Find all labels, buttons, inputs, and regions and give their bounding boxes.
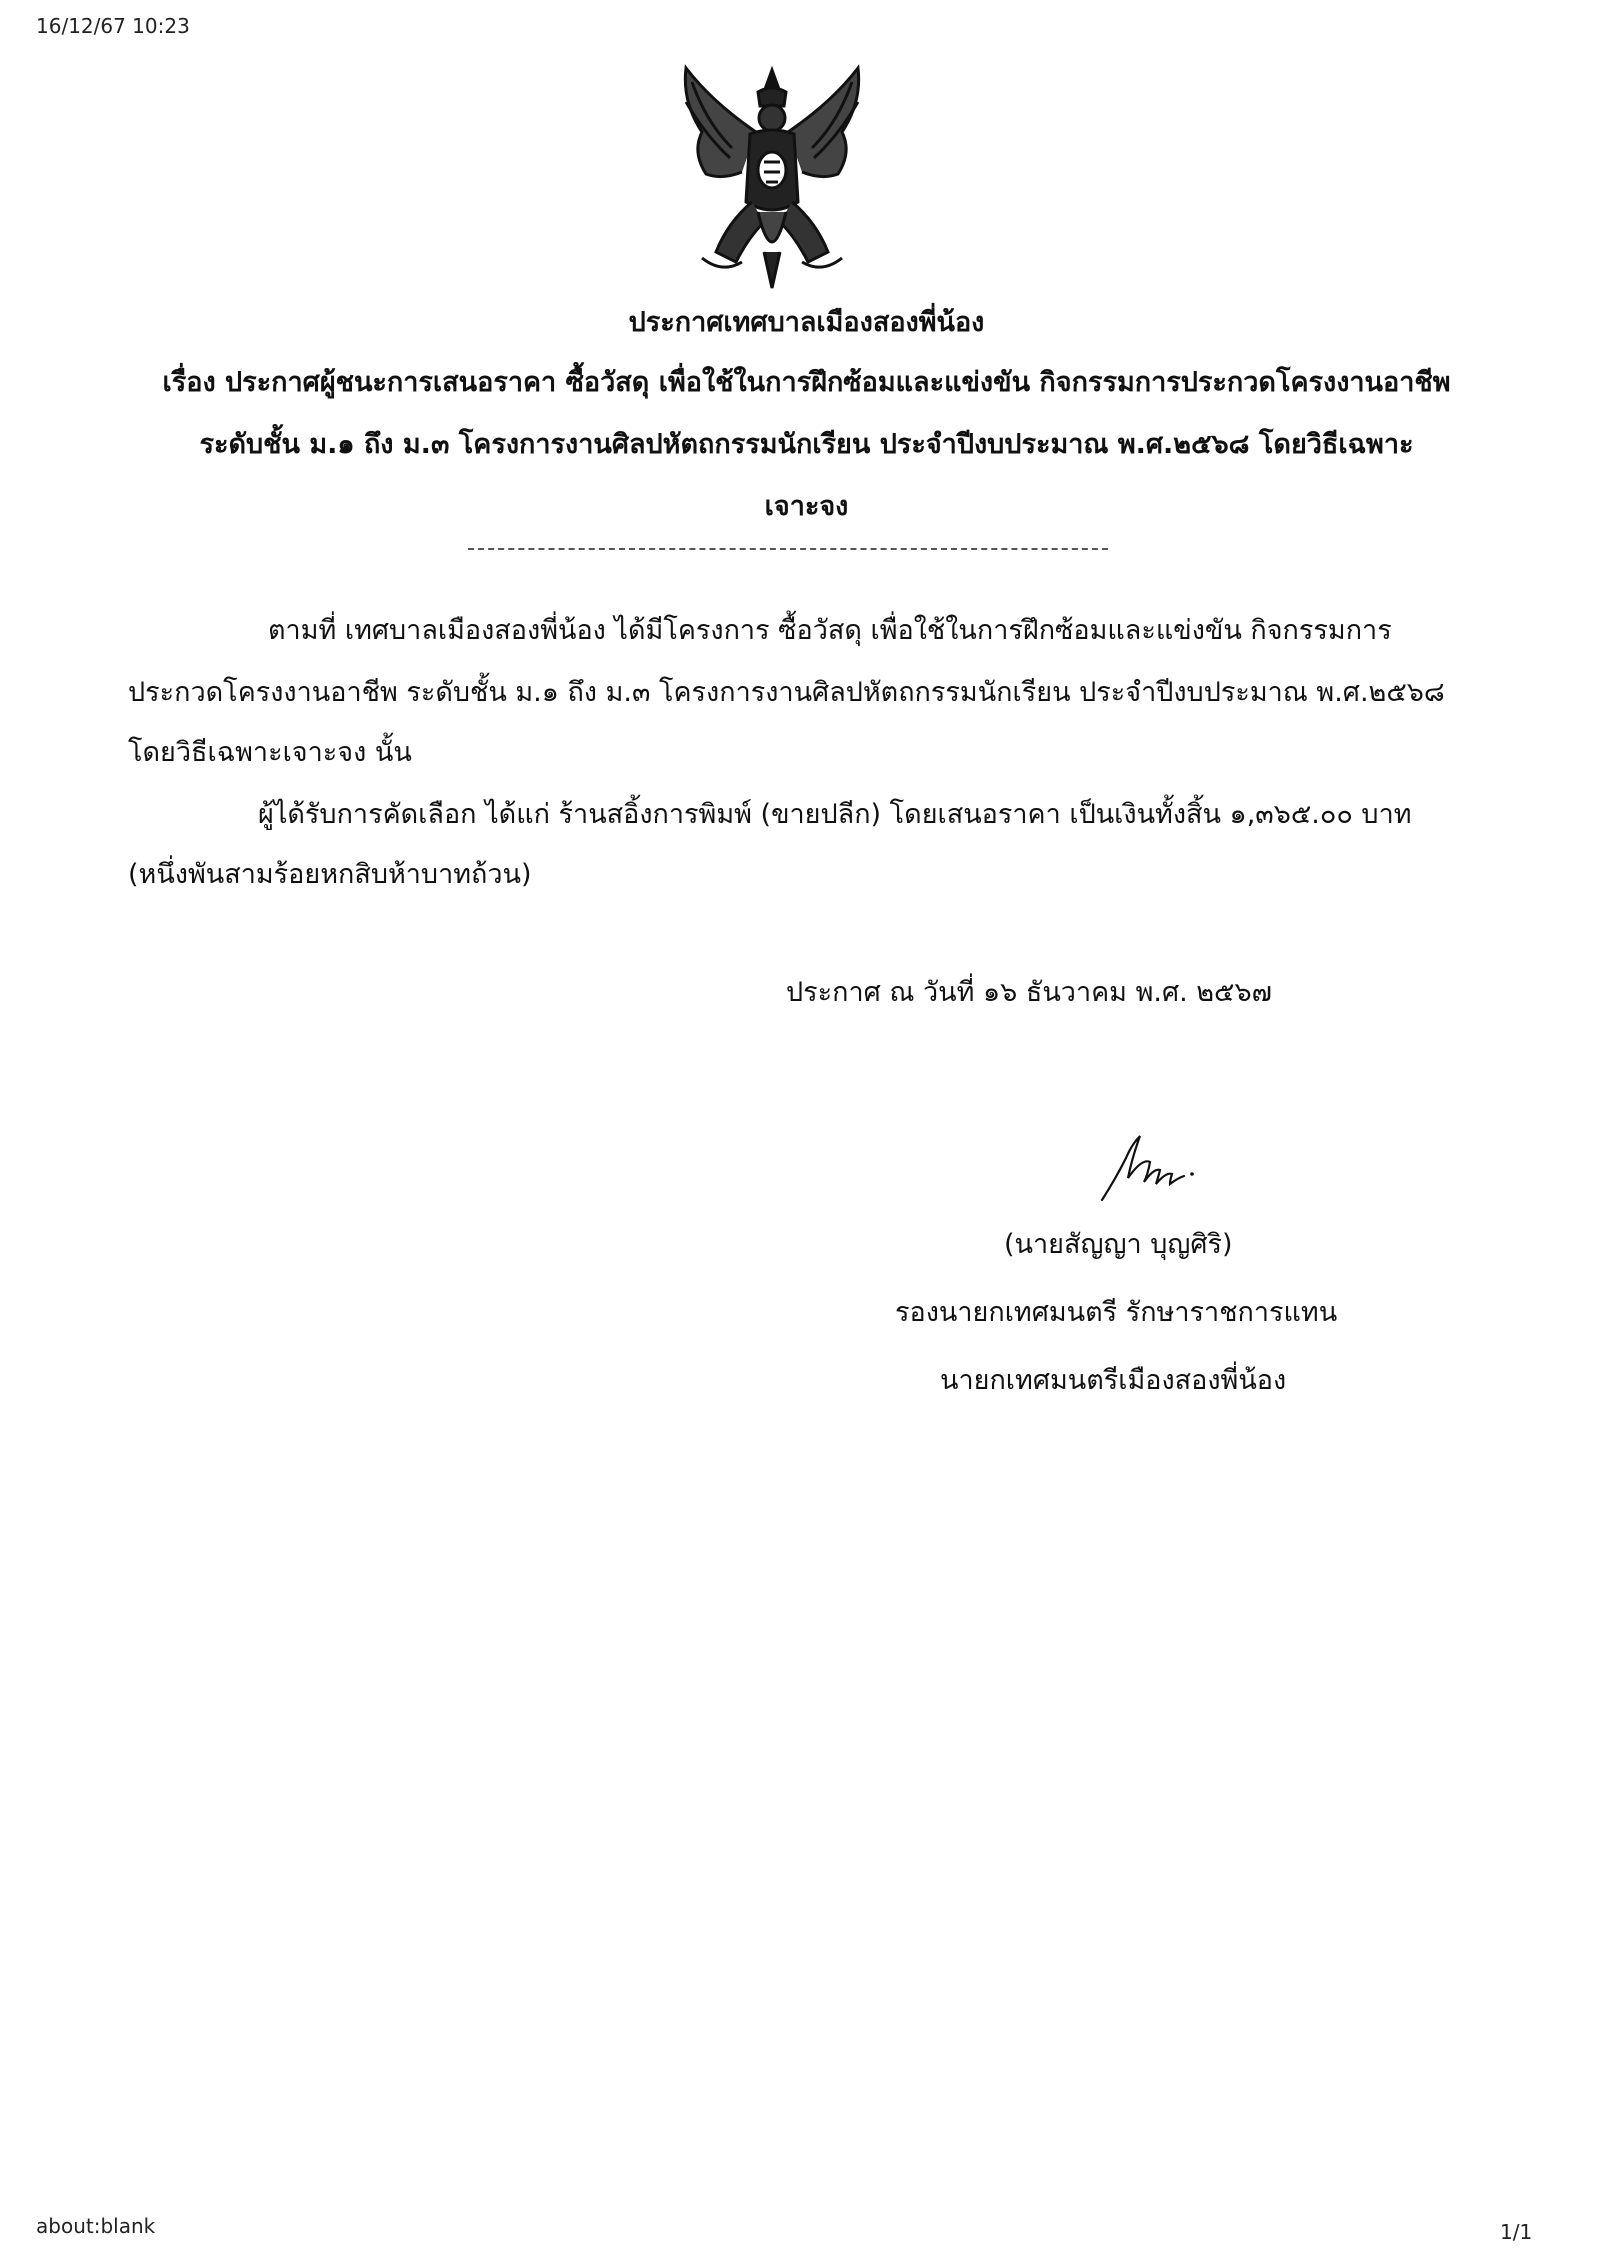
announcement-heading: ประกาศเทศบาลเมืองสองพี่น้อง [628,307,985,338]
subject-line-2: ระดับชั้น ม.๑ ถึง ม.๓ โครงการงานศิลปหัตถกรรมนักเรียน ประจำปีงบประมาณ พ.ศ.๒๕๖๘ โดยวิธีเฉพาะ [199,429,1414,460]
garuda-emblem-icon [672,62,872,294]
body-paragraph-2-line-2: (หนึ่งพันสามร้อยหกสิบห้าบาทถ้วน) [128,859,532,890]
announcement-date: ประกาศ ณ วันที่ ๑๖ ธันวาคม พ.ศ. ๒๕๖๗ [786,977,1272,1008]
handwritten-signature [1092,1128,1212,1208]
signer-position-2: นายกเทศมนตรีเมืองสองพี่น้อง [940,1365,1287,1396]
print-datetime: 16/12/67 10:23 [36,14,190,38]
subject-line-3: เจาะจง [764,491,849,522]
print-url: about:blank [36,2214,156,2238]
body-paragraph-1-line-2: ประกวดโครงงานอาชีพ ระดับชั้น ม.๑ ถึง ม.๓ โครงการงานศิลปหัตถกรรมนักเรียน ประจำปีงบประมาณ พ.ศ.๒๕๖๘ [128,677,1445,708]
body-paragraph-2-line-1: ผู้ได้รับการคัดเลือก ได้แก่ ร้านสอิ้งการพิมพ์ (ขายปลีก) โดยเสนอราคา เป็นเงินทั้งสิ้น ๑,๓๖๕.๐๐ บาท [258,799,1412,830]
signer-position-1: รองนายกเทศมนตรี รักษาราชการแทน [895,1297,1338,1328]
subject-line-1: เรื่อง ประกาศผู้ชนะการเสนอราคา ซื้อวัสดุ เพื่อใช้ในการฝึกซ้อมและแข่งขัน กิจกรรมการประกวดโครงงานอาชีพ [162,367,1451,398]
print-page-number: 1/1 [1500,2220,1533,2244]
signer-name: (นายสัญญา บุญศิริ) [1004,1229,1233,1260]
body-paragraph-1-line-1: ตามที่ เทศบาลเมืองสองพี่น้อง ได้มีโครงการ ซื้อวัสดุ เพื่อใช้ในการฝึกซ้อมและแข่งขัน กิจกรรมการ [268,615,1392,646]
divider [468,548,1108,550]
body-paragraph-1-line-3: โดยวิธีเฉพาะเจาะจง นั้น [128,737,412,768]
